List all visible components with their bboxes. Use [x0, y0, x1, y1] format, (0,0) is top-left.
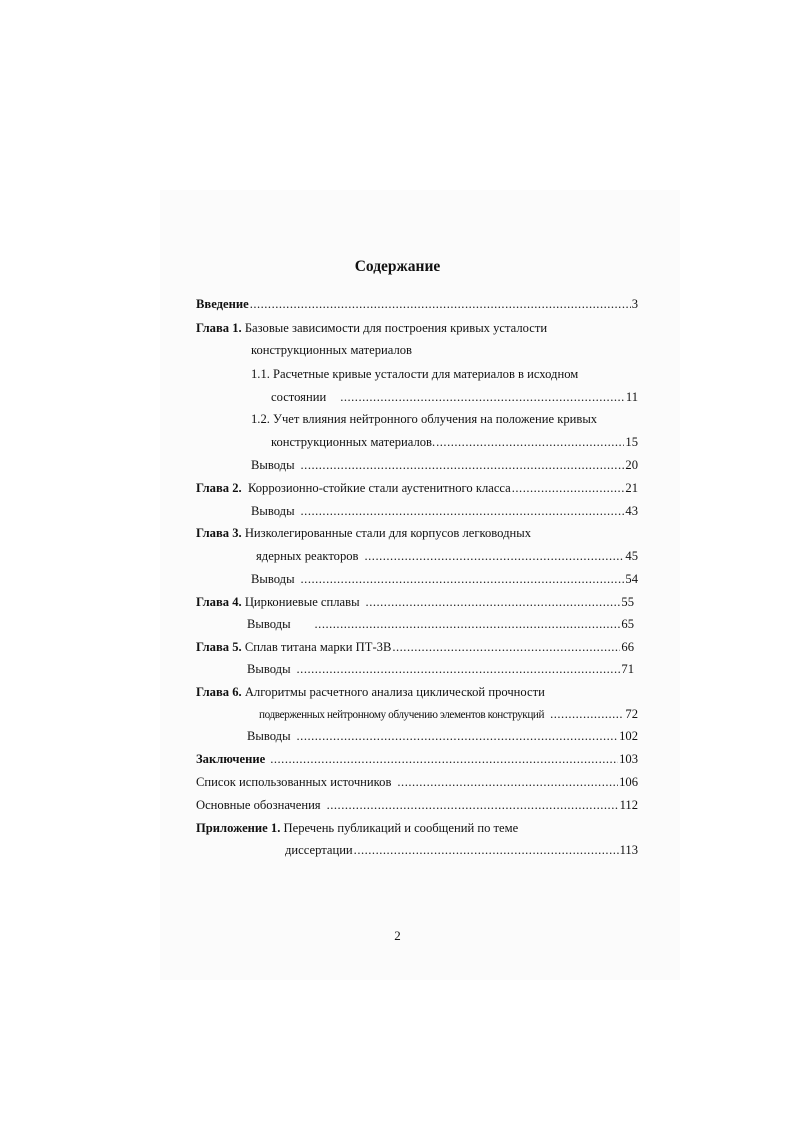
- toc-entry-ch3-cont[interactable]: [256, 548, 638, 564]
- leader-dots: [512, 480, 625, 496]
- toc-page: 102: [619, 729, 638, 743]
- toc-label: ядерных реакторов: [256, 549, 359, 563]
- chapter-title-cont: конструкционных материалов: [251, 343, 412, 357]
- toc-label: Список использованных источников: [196, 775, 392, 789]
- leader-dots: [366, 594, 621, 610]
- toc-page: 65: [621, 617, 634, 631]
- leader-dots: [301, 457, 625, 473]
- toc-entry-sources[interactable]: [196, 774, 638, 790]
- toc-page: 112: [619, 798, 638, 812]
- toc-label: состоянии: [271, 390, 327, 404]
- leader-dots: [397, 774, 618, 790]
- toc-page: 71: [621, 662, 634, 676]
- toc-page: 43: [625, 504, 638, 518]
- chapter-title: Сплав титана марки ПТ-3В: [244, 640, 392, 654]
- toc-page: 72: [625, 707, 638, 721]
- toc-label: Выводы: [251, 458, 295, 472]
- toc-label: конструкционных материалов.: [271, 435, 436, 449]
- toc-label: Выводы: [251, 504, 295, 518]
- toc-entry-conclusion[interactable]: [196, 751, 638, 767]
- toc-page: 15: [625, 435, 638, 449]
- toc-entry-appendix[interactable]: [196, 820, 518, 836]
- toc-page: 66: [621, 640, 634, 654]
- toc-entry-ch6-cont[interactable]: [259, 706, 638, 723]
- chapter-prefix: Глава 1.: [196, 321, 242, 335]
- leader-dots: [315, 616, 621, 632]
- toc-label: Введение: [196, 297, 249, 311]
- toc-entry-ch2[interactable]: [196, 480, 638, 496]
- page-title: Содержание: [354, 258, 441, 275]
- toc-entry-1-1[interactable]: 1.1. Расчетные кривые усталости для материалов в исходном: [251, 367, 579, 381]
- toc-label: Заключение: [196, 752, 266, 766]
- leader-dots: [354, 842, 619, 858]
- toc-entry-ch3[interactable]: [196, 525, 531, 541]
- toc-entry-1-2[interactable]: 1.2. Учет влияния нейтронного облучения на положение кривых: [251, 412, 598, 426]
- leader-dots: [250, 296, 631, 312]
- toc-label: подверженных нейтронному облучению элементов конструкций: [259, 709, 545, 721]
- toc-page: 21: [625, 481, 638, 495]
- leader-dots: [436, 434, 624, 450]
- toc-label: Выводы: [247, 662, 291, 676]
- chapter-title: Алгоритмы расчетного анализа циклической прочности: [244, 685, 545, 699]
- toc-page: 20: [625, 458, 638, 472]
- toc-entry-ch1[interactable]: [196, 320, 547, 336]
- toc-entry-notation[interactable]: [196, 797, 638, 813]
- leader-dots: [550, 706, 624, 722]
- page-number: 2: [394, 928, 401, 943]
- toc-entry-ch4[interactable]: [196, 594, 634, 610]
- leader-dots: [340, 389, 625, 405]
- toc-entry-ch6[interactable]: [196, 684, 545, 700]
- toc-page: 106: [619, 775, 638, 789]
- leader-dots: [297, 661, 621, 677]
- toc-entry-intro[interactable]: [196, 296, 638, 312]
- chapter-title: Базовые зависимости для построения кривых усталости: [244, 321, 548, 335]
- leader-dots: [297, 728, 619, 744]
- toc-entry-ch5[interactable]: [196, 639, 634, 655]
- chapter-prefix: Глава 3.: [196, 526, 242, 540]
- chapter-title: Циркониевые сплавы: [244, 595, 360, 609]
- toc-page: 103: [619, 752, 638, 766]
- toc-entry-ch4-conclusions[interactable]: [247, 616, 634, 632]
- leader-dots: [301, 571, 625, 587]
- toc-entry-ch1-conclusions[interactable]: [251, 457, 638, 473]
- toc-entry-ch2-conclusions[interactable]: [251, 503, 638, 519]
- toc-page: 55: [621, 595, 634, 609]
- toc-label: Основные обозначения: [196, 798, 321, 812]
- chapter-prefix: Глава 4.: [196, 595, 242, 609]
- toc-label: диссертации: [285, 843, 353, 857]
- leader-dots: [327, 797, 619, 813]
- toc-page: 113: [619, 843, 638, 857]
- chapter-prefix: Глава 2.: [196, 481, 242, 495]
- toc-entry-appendix-cont[interactable]: [285, 842, 638, 858]
- chapter-prefix: Глава 5.: [196, 640, 242, 654]
- chapter-title: Коррозионно-стойкие стали аустенитного класса: [247, 481, 511, 495]
- chapter-prefix: Глава 6.: [196, 685, 242, 699]
- toc-entry-ch5-conclusions[interactable]: [247, 661, 634, 677]
- toc-page: 11: [625, 390, 638, 404]
- toc-page: 54: [625, 572, 638, 586]
- appendix-prefix: Приложение 1.: [196, 821, 281, 835]
- toc-page: 45: [625, 549, 638, 563]
- toc-label: Выводы: [247, 617, 291, 631]
- toc-entry-1-2-cont[interactable]: [271, 434, 638, 450]
- toc-entry-1-1-cont[interactable]: [271, 389, 638, 405]
- toc-entry-ch6-conclusions[interactable]: [247, 728, 638, 744]
- toc-label: Выводы: [247, 729, 291, 743]
- leader-dots: [392, 639, 620, 655]
- toc-entry-ch3-conclusions[interactable]: [251, 571, 638, 587]
- chapter-title: Низколегированные стали для корпусов легководных: [244, 526, 532, 540]
- appendix-title: Перечень публикаций и сообщений по теме: [283, 821, 519, 835]
- toc-page: 3: [631, 297, 638, 311]
- leader-dots: [301, 503, 625, 519]
- leader-dots: [270, 751, 618, 767]
- toc-label: Выводы: [251, 572, 295, 586]
- leader-dots: [365, 548, 625, 564]
